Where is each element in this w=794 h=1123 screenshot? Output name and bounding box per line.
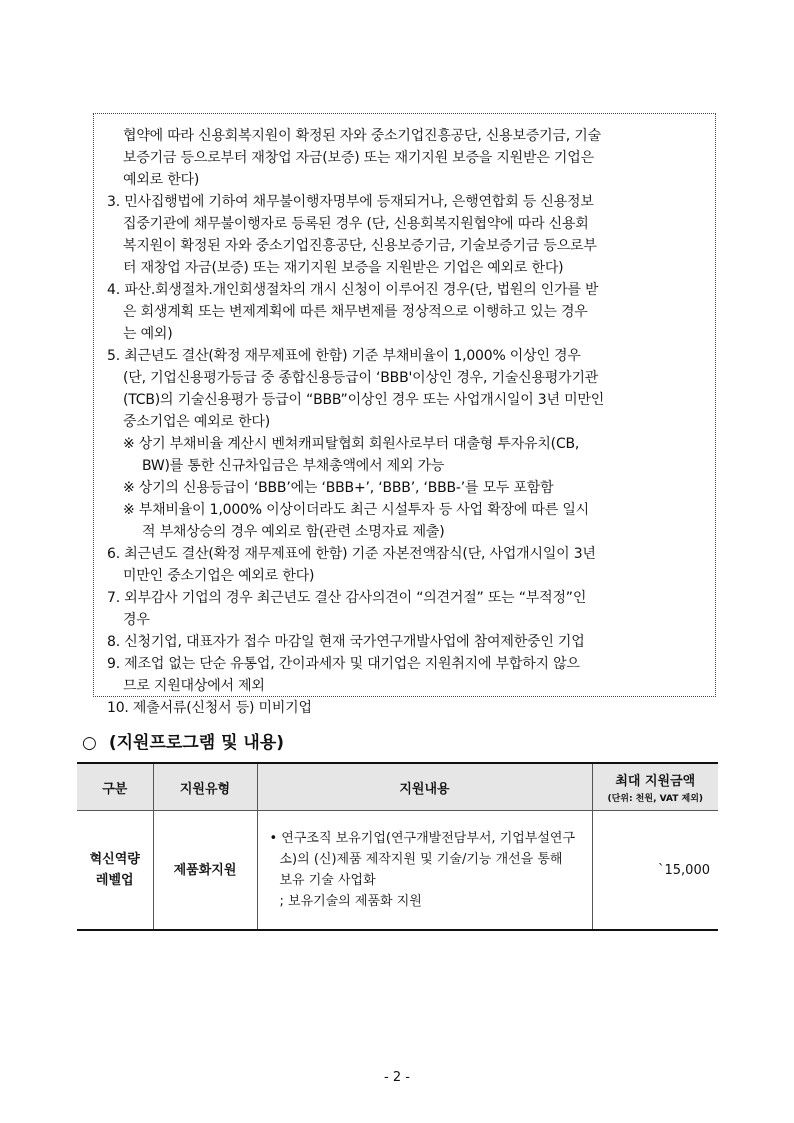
category-line: 레벨업 bbox=[95, 873, 134, 888]
content-line: • 연구조직 보유기업(연구개발전담부서, 기업부설연구 bbox=[269, 831, 576, 846]
note-line: ※ 부채비율이 1,000% 이상이더라도 최근 시설투자 등 사업 확장에 따른 일시 bbox=[123, 502, 589, 518]
criteria-item-9: 9. 제조업 없는 단순 유통업, 간이과세자 및 대기업은 지원취지에 부합하지 않으 bbox=[107, 656, 580, 672]
eligibility-criteria-box bbox=[93, 113, 716, 716]
criteria-line: 예외로 한다) bbox=[123, 172, 200, 188]
criteria-item-6: 6. 최근년도 결산(확정 재무제표에 한함) 기준 자본전액잠식(단, 사업개시일이 3년 bbox=[107, 546, 596, 562]
criteria-line: (단, 기업신용평가등급 중 종합신용등급이 ‘BBB'이상인 경우, 기술신용평가기관 bbox=[123, 370, 599, 386]
criteria-item-4: 4. 파산.회생절차.개인회생절차의 개시 신청이 이루어진 경우(단, 법원의 인가를 받 bbox=[107, 282, 599, 298]
criteria-item-7: 7. 외부감사 기업의 경우 최근년도 결산 감사의견이 “의견거절” 또는 “부적정”인 bbox=[107, 590, 587, 606]
note-line: ※ 상기 부채비율 계산시 벤쳐캐피탈협회 회원사로부터 대출형 투자유치(CB, bbox=[123, 436, 580, 452]
criteria-item-10: 10. 제출서류(신청서 등) 미비기업 bbox=[107, 700, 312, 716]
note-line: 적 부채상승의 경우 예외로 함(관련 소명자료 제출) bbox=[142, 524, 445, 540]
type-cell: 제품화지원 bbox=[153, 811, 257, 931]
circle-bullet-icon: ○ bbox=[82, 733, 97, 753]
criteria-line: 므로 지원대상에서 제외 bbox=[123, 678, 265, 694]
content-line: ; 보유기술의 제품화 지원 bbox=[279, 894, 422, 909]
amount-cell: `15,000 bbox=[592, 811, 718, 931]
content-line: 소)의 (신)제품 제작지원 및 기술/기능 개선을 통해 bbox=[279, 852, 563, 867]
criteria-line: (TCB)의 기술신용평가 등급이 “BBB”이상인 경우 또는 사업개시일이 3년 미만인 bbox=[123, 392, 605, 408]
criteria-line: 경우 bbox=[123, 612, 150, 628]
criteria-item-5: 5. 최근년도 결산(확정 재무제표에 한함) 기준 부채비율이 1,000% 이상인 경우 bbox=[107, 348, 581, 364]
criteria-line: 중소기업은 예외로 한다) bbox=[123, 414, 271, 430]
category-cell bbox=[77, 811, 153, 931]
header-amount-unit: (단위: 천원, VAT 제외) bbox=[607, 794, 704, 804]
header-content: 지원내용 bbox=[257, 763, 592, 811]
table-row bbox=[77, 811, 718, 931]
criteria-item-8: 8. 신청기업, 대표자가 접수 마감일 현재 국가연구개발사업에 참여제한중인 기업 bbox=[107, 634, 585, 650]
criteria-item-3: 3. 민사집행법에 기하여 채무불이행자명부에 등재되거나, 은행연합회 등 신용정보 bbox=[107, 194, 594, 210]
support-program-table bbox=[77, 762, 718, 931]
criteria-line: 집중기관에 채무불이행자로 등록된 경우 (단, 신용회복지원협약에 따라 신용회 bbox=[123, 216, 589, 232]
header-amount-label: 최대 지원금액 bbox=[615, 774, 696, 789]
section-heading bbox=[82, 728, 284, 753]
section-title-text: (지원프로그램 및 내용) bbox=[108, 733, 285, 753]
table-header-row bbox=[77, 763, 718, 811]
criteria-line: 미만인 중소기업은 예외로 한다) bbox=[123, 568, 315, 584]
criteria-line: 협약에 따라 신용회복지원이 확정된 자와 중소기업진흥공단, 신용보증기금, 기술 bbox=[123, 128, 601, 144]
note-line: ※ 상기의 신용등급이 ‘BBB’에는 ‘BBB+’, ‘BBB’, ‘BBB-’를 모두 포함함 bbox=[123, 480, 554, 496]
criteria-line: 터 재창업 자금(보증) 또는 재기지원 보증을 지원받은 기업은 예외로 한다) bbox=[123, 260, 564, 276]
criteria-line: 보증기금 등으로부터 재창업 자금(보증) 또는 재기지원 보증을 지원받은 기업은 bbox=[123, 150, 594, 166]
content-cell bbox=[257, 811, 592, 931]
criteria-line: 은 회생계획 또는 변제계획에 따른 채무변제를 정상적으로 이행하고 있는 경우 bbox=[123, 304, 588, 320]
content-line: 보유 기술 사업화 bbox=[279, 873, 376, 888]
header-amount bbox=[592, 763, 718, 811]
criteria-line: 복지원이 확정된 자와 중소기업진흥공단, 신용보증기금, 기술보증기금 등으로부 bbox=[123, 238, 597, 254]
header-type: 지원유형 bbox=[153, 763, 257, 811]
category-line: 혁신역량 bbox=[89, 852, 140, 867]
note-line: BW)를 통한 신규차입금은 부채총액에서 제외 가능 bbox=[142, 458, 445, 474]
criteria-line: 는 예외) bbox=[123, 326, 173, 342]
page-number: - 2 - bbox=[384, 1070, 410, 1085]
header-category: 구분 bbox=[77, 763, 153, 811]
